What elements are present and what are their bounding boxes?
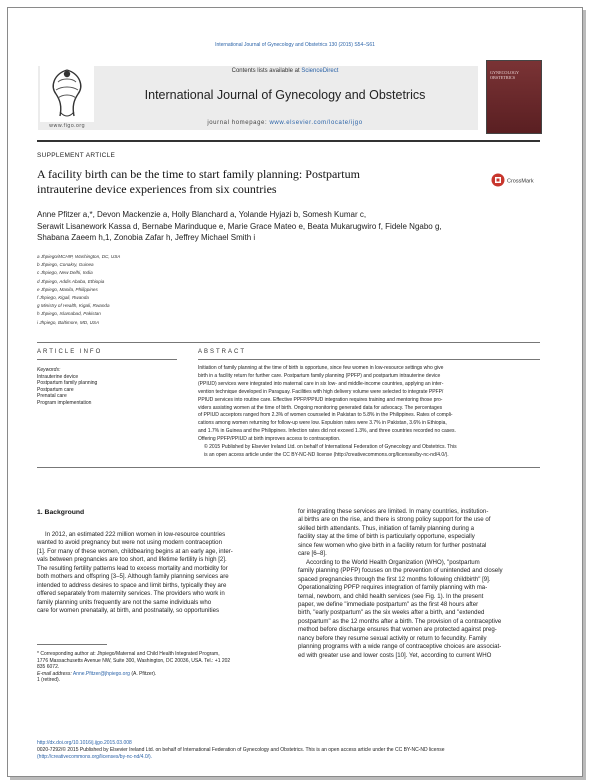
abstract-line: © 2015 Published by Elsevier Ireland Ltd. on behalf of International Federation of Gynecology and Obstetrics. This [204,444,457,451]
body-line: planning programs with a wide range of contraceptive choices are associat- [298,643,502,651]
footnote-divider [37,644,107,645]
body-line: postpartum" as the 12 months after a birth. The provision of a contraceptive [298,617,502,625]
homepage-prefix: journal homepage: [207,120,268,126]
body-line: family planning units frequently are not the same individuals who [37,598,212,606]
body-left-column [37,531,282,616]
body-line: paper, we define "immediate postpartum" as the first 48 hours after [298,600,479,608]
abstract-line: cations among women returning for follow-up were low. Expulsion rates were 3.7% in Pakistan, 3.6% in Ethiopia, [198,420,447,427]
author-line: Anne Pfitzer a,*, Devon Mackenzie a, Holly Blanchard a, Yolande Hyjazi b, Somesh Kumar c, [37,210,367,219]
abstract-line: birth in a facility return for further care. Postpartum family planning (PPFP) and postpartum intrauterine device [198,372,441,379]
keyword: Intrauterine device [37,373,79,380]
abstract-line: and 1.7% in Guinea and the Philippines. Infection rates did not exceed 1.3%, and three countries recorded no cases. [198,428,456,435]
abstract-line: viders assisting women at the time of birth. Ongoing monitoring generated data for advocacy. The percentages [198,404,443,411]
abstract-bottom-divider [37,467,540,468]
page-footer [37,740,547,762]
header-divider [37,140,540,142]
abstract-line: Offering PPFP/PPIUD at birth improves access to contraception. [198,436,341,443]
body-line: skilled birth attendants. Thus, initiation of family planning during a [298,524,475,532]
body-line: al births are on the rise, and there is strong policy support for the use of [298,516,491,524]
author-line: Serawit Lisanework Kassa d, Bernabe Marinduque e, Marie Grace Mateo e, Beata Mukarugwiro f, Fidele Ngabo g, [37,221,442,231]
body-line: since few women who give birth in a facility return for further postnatal [298,541,487,549]
abstract-line: PPIUD services into routine care. Effective PPFP/PPIUD integration requires training and mentoring those pro- [198,396,443,403]
sciencedirect-link[interactable]: ScienceDirect [301,68,339,74]
body-line: care for women prenatally, at birth, and postnatally, so opportunities [37,607,220,615]
email-line [37,671,277,678]
license-link[interactable]: (http://creativecommons.org/licenses/by-nc-nd/4.0/). [37,754,153,761]
section-label: SUPPLEMENT ARTICLE [37,152,116,159]
article-title [37,167,487,197]
homepage-url[interactable]: www.elsevier.com/locate/ijgo [269,120,363,126]
keyword: Program implementation [37,399,92,406]
abstract-text [198,365,543,460]
affiliation: g Ministry of Health, Kigali, Rwanda [37,303,110,309]
keyword: Prenatal care [37,393,67,400]
email-label: E-mail address: [37,670,72,677]
body-line: facility stay at the time of birth is particularly opportune, especially [298,533,475,541]
journal-title: International Journal of Gynecology and Obstetrics [144,88,426,102]
body-line: method before discharge ensures that women are protected against preg- [298,626,497,634]
body-line: offered separately from maternity services. The providers who work in [37,590,225,598]
author-line: Shabana Zaeem h,1, Zonobia Zafar h, Jeffrey Michael Smith i [37,233,256,242]
contents-line [100,68,470,74]
body-line: vals between pregnancies are too short, and lifetime fertility is high [2]. [37,556,227,564]
affiliation: f Jhpiego, Kigali, Rwanda [37,295,89,301]
body-right-column [298,508,543,660]
footnote-line: 835 6072. [37,664,60,671]
crossmark-label: CrossMark [507,178,534,185]
abstract-line: of PPIUD acceptors ranged from 2.3% of women counseled in Pakistan to 5.8% in the Philippines. Rates of compli- [198,412,453,419]
body-line: family planning (PPFP) focuses on the prevention of unintended and closely [298,567,503,575]
body-line: The resulting fertility patterns lead to excess mortality and morbidity for [37,564,228,572]
affiliation: b Jhpiego, Conakry, Guinea [37,262,94,268]
figo-logo [40,64,94,122]
journal-homepage [100,120,470,126]
affiliation: a Jhpiego/MCHIP, Washington, DC, USA [37,254,121,259]
abstract-divider [198,359,540,360]
body-line: nancy before they resume sexual activity or return to fecundity. Family [298,634,487,642]
info-divider [37,359,177,360]
author-list [37,209,547,244]
email-suffix: (A. Pfitzer). [131,670,157,677]
crossmark-icon[interactable] [490,170,540,190]
body-line: both mothers and offspring [3–5]. Although family planning services are [37,573,229,581]
doi-link[interactable]: http://dx.doi.org/10.1016/j.ijgo.2015.03.008 [37,740,132,746]
keyword: Postpartum care [37,386,74,393]
affiliations [37,253,237,327]
affiliation: i Jhpiego, Baltimore, MD, USA [37,319,100,325]
abstract-line: is an open access article under the CC BY-NC-ND license (http://creativecommons.org/licenses/by-nc-nd/4.0/). [204,451,449,458]
body-line: Operationalizing PPFP requires integration of family planning with ma- [298,584,488,592]
body-line: care [6–8]. [298,550,327,558]
contents-prefix: Contents lists available at [231,68,300,74]
affiliation: h Jhpiego, Islamabad, Pakistan [37,311,101,317]
abstract-line: vention technique developed in Paraguay. Facilities with high delivery volume were selected to integrate PPFP/ [198,388,444,395]
body-line: intended to address desires to space and limit births, typically they are [37,581,227,589]
keywords-block [37,367,157,407]
affiliation: c Jhpiego, New Delhi, India [37,270,93,276]
affiliation: e Jhpiego, Manila, Philippines [37,286,98,292]
journal-citation[interactable]: International Journal of Gynecology and Obstetrics 130 (2015) S54–S61 [215,42,375,48]
body-line: birth, "early postpartum" as the six weeks after a birth, and "extended [298,609,485,617]
logo-url[interactable]: www.figo.org [48,123,86,129]
body-line: [1]. For many of these women, childbearing begins at an early age, inter- [37,547,233,555]
info-top-divider [37,342,540,343]
footnotes [37,651,277,684]
body-line: In 2012, an estimated 222 million women in low-resource countries [45,531,226,538]
footnote-line: 1776 Massachusetts Avenue NW, Suite 300, Washington, DC 20036, USA. Tel.: +1 202 [37,657,231,664]
body-line: wanted to avoid pregnancy but were not using modern contraception [37,539,222,547]
body-line: According to the World Health Organization (WHO), "postpartum [306,558,480,566]
abstract-line: (PPIUD) services were integrated into maternal care in six low- and middle-income countries, applying an inter- [198,380,444,387]
section-heading: 1. Background [37,509,85,516]
abstract-line: Initiation of family planning at the time of birth is opportune, since few women in low-resource settings who give [198,365,444,371]
body-line: for integrating these services are limited. In many countries, institution- [298,508,489,515]
article-info-heading: ARTICLE INFO [37,349,103,355]
keyword: Postpartum family planning [37,380,98,387]
body-line: spaced pregnancies through the first 12 months following childbirth" [9]. [298,575,491,583]
body-line: ternal, newborn, and child health services (see Fig. 1). In the present [298,592,484,600]
email-link[interactable]: Anne.Pfitzer@jhpiego.org [72,670,130,677]
affiliation: d Jhpiego, Addis Ababa, Ethiopia [37,278,105,284]
title-line: intrauterine device experiences from six countries [37,182,277,196]
footnote-line: * Corresponding author at: Jhpiego/Maternal and Child Health Integrated Program, [37,651,220,657]
footnote-retired: 1 (retired). [37,677,61,684]
copyright-line: 0020-7292/© 2015 Published by Elsevier Ireland Ltd. on behalf of International Federation of Gynecology and Obstetrics. This is an open access article under the CC BY-NC-ND license [37,747,445,754]
title-line: A facility birth can be the time to start family planning: Postpartum [37,167,360,181]
abstract-heading: ABSTRACT [198,349,247,355]
keywords-label: Keywords: [37,367,61,373]
cover-title: GYNECOLOGY OBSTETRICS [490,70,519,80]
body-line: ed with greater use and lower costs [10]. Yet, according to current WHO [298,651,492,659]
